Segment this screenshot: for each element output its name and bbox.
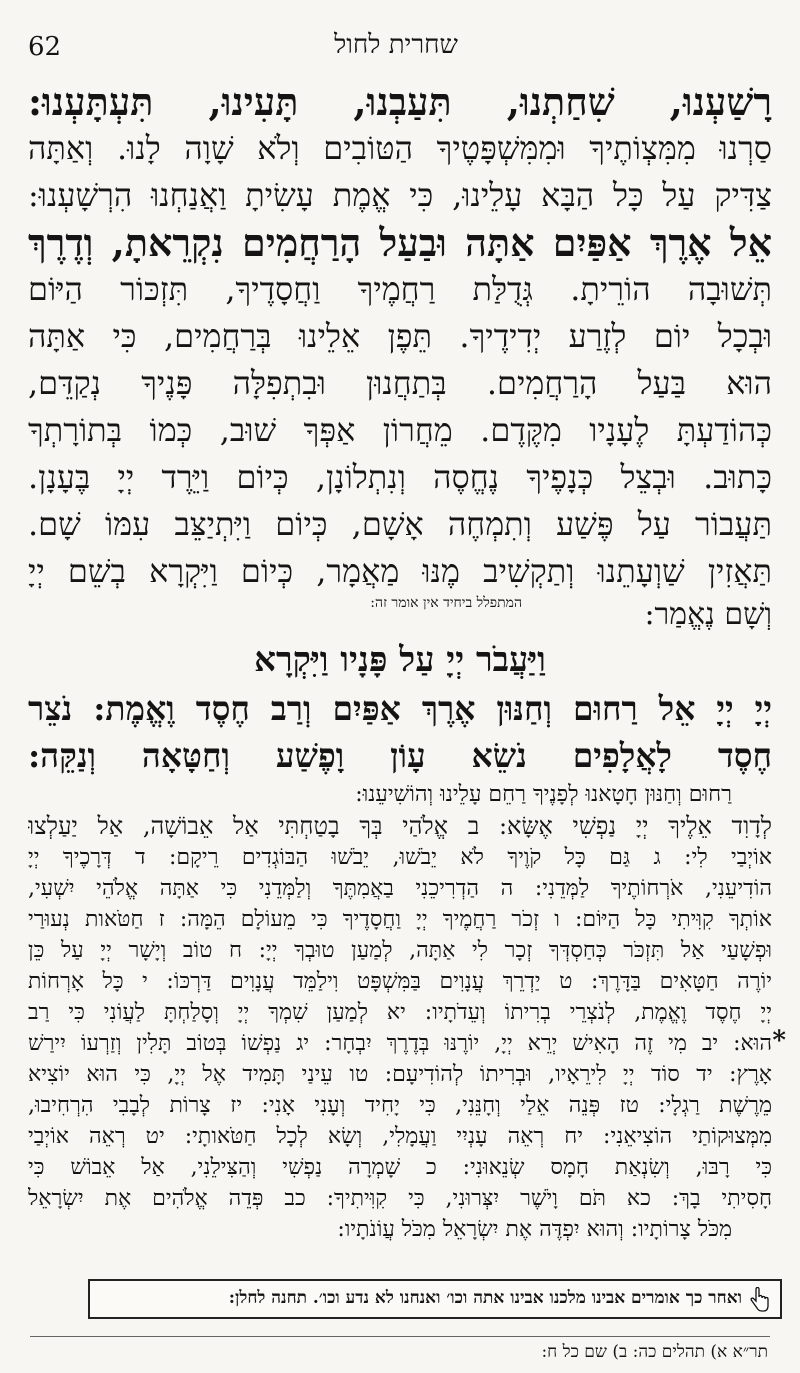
page-number: 62	[28, 32, 62, 62]
text-line: וּבְכָל יוֹם לְזֶרַע יְדִידֶיךָ. תֵּפֶן אֵלֵינוּ בְּרַחֲמִים, כִּי אַתָּה	[28, 317, 772, 355]
text-line: תְּשׁוּבָה הוֹרֵיתָ. גְּדֻלַּת רַחֲמֶיךָ וַחֲסָדֶיךָ, תִּזְכּוֹר הַיּוֹם	[28, 270, 772, 308]
psalm-line: אָרֶץ: יד סוֹד יְיָ לִירֵאָיו, וּבְרִיתוֹ לְהוֹדִיעָם: טו עֵינַי תָּמִיד אֶל יְיָ, כִּי הוּא יוֹצִיא	[28, 1062, 772, 1087]
psalm-line: לְדָוִד אֵלֶיךָ יְיָ נַפְשִׁי אֶשָּׂא: ב אֱלֹהַי בְּךָ בָטַחְתִּי אַל אֵבוֹשָׁה, אַל יַעַלְצוּ	[28, 812, 772, 840]
text-line: אֵל אֶרֶךְ אַפַּיִם אַתָּה וּבַעַל הָרַחֲמִים נִקְרֵאתָ, וְדֶרֶךְ	[28, 220, 772, 265]
text-line: כָּתוּב. וּבְצֵל כְּנָפֶיךָ נֶחֱסֶה וְנִתְלוֹנָן, כְּיוֹם וַיֵּרֶד יְיָ בֶּעָנָן.	[28, 458, 772, 496]
text-line: הוּא בַּעַל הָרַחֲמִים. בְּתַחֲנוּן וּבִתְפִלָּה פָּנֶיךָ נְקַדֵּם,	[28, 364, 772, 402]
prayer-text	[28, 78, 772, 1245]
psalm-line: הוּא: יב מִי זֶה הָאִישׁ יְרֵא יְיָ, יוֹרֶנּוּ בְּדֶרֶךְ יִבְחָר: יג נַפְשׁוֹ בְּטוֹב תָּלִין וְזַרְעוֹ יִירַשׁ	[28, 1031, 772, 1056]
text-line: רָשַׁעְנוּ, שִׁחַתְנוּ, תִּעַבְנוּ, תָּעִינוּ, תִּעְתָּעְנוּ:	[28, 79, 772, 124]
note-text: ואחר כך אומרים אבינו מלכנו אבינו אתה וכו׳ ואנחנו לא נדע וכו׳. תחנה לחלן:	[228, 1288, 742, 1308]
text-line: תַּעֲבוֹר עַל פֶּשַׁע וְתִמְחֶה אָשָׁם, כְּיוֹם וַיִּתְיַצֵּב עִמּוֹ שָׁם.	[28, 505, 772, 543]
attribute-line: יְיָ יְיָ אֵל רַחוּם וְחַנּוּן אֶרֶךְ אַפַּיִם וְרַב חֶסֶד וֶאֱמֶת: נֹצֵר	[28, 689, 772, 728]
margin-marker: *	[772, 1026, 786, 1056]
running-title: שחרית לחול	[334, 30, 458, 60]
psalm-line: כִּי רָבּוּ, וְשִׂנְאַת חָמָס שְׂנֵאוּנִי: כ שָׁמְרָה נַפְשִׁי וְהַצִּילֵנִי, אַל אֵבוֹשׁ כִּי	[28, 1155, 772, 1180]
psalm-line: מִמְּצוּקוֹתַי הוֹצִיאֵנִי: יח רְאֵה עָנְיִי וַעֲמָלִי, וְשָׂא לְכָל חַטֹּאותָי: יט רְאֵה אוֹיְבַי	[28, 1124, 772, 1149]
attribute-line: חֶסֶד לָאֲלָפִים נֹשֵׂא עָוֹן וָפֶשַׁע וְחַטָּאָה וְנַקֵּה:	[28, 736, 772, 775]
psalm-line: וּפְשָׁעַי אַל תִּזְכֹּר כְּחַסְדְּךָ זְכָר לִי אַתָּה, לְמַעַן טוּבְךָ יְיָ: ח טוֹב וְיָשָׁר יְיָ עַל כֵּן	[28, 938, 772, 963]
psalm-line: אוֹיְבַי לִי: ג גַּם כָּל קֹוֶיךָ לֹא יֵבֹשׁוּ, יֵבֹשׁוּ הַבּוֹגְדִים רֵיקָם: ד דְּרָכֶיךָ יְיָ	[28, 845, 772, 870]
psalm-line: הוֹדִיעֵנִי, אֹרְחוֹתֶיךָ לַמְּדֵנִי: ה הַדְרִיכֵנִי בַאֲמִתֶּךָ וְלַמְּדֵנִי כִּי אַתָּה אֱלֹהֵי יִשְׁעִי,	[28, 876, 772, 901]
center-verse: וַיַּעֲבֹר יְיָ עַל פָּנָיו וַיִּקְרָא	[254, 640, 546, 680]
instruction-line: וְשָׁם נֶאֱמַר:	[644, 597, 772, 632]
instruction-row	[28, 595, 772, 635]
pointing-hand-icon	[748, 1287, 770, 1313]
psalm-line: חָסִיתִי בָךְ: כא תֹּם וָיֹשֶׁר יִצְּרוּנִי, כִּי קִוִּיתִיךָ: כב פְּדֵה אֱלֹהִים אֶת יִשְׂרָאֵל	[28, 1186, 772, 1211]
text-line: צַדִּיק עַל כָּל הַבָּא עָלֵינוּ, כִּי אֱמֶת עָשִׂיתָ וַאֲנַחְנוּ הִרְשָׁעְנוּ:	[28, 176, 772, 214]
psalm-line: מִכֹּל צָרוֹתָיו: וְהוּא יִפְדֶּה אֶת יִשְׂרָאֵל מִכֹּל עֲוֹנֹתָיו:	[337, 1217, 732, 1242]
text-line: סַרְנוּ מִמִּצְוֹתֶיךָ וּמִמִּשְׁפָּטֶיךָ הַטּוֹבִים וְלֹא שָׁוָה לָנוּ. וְאַתָּה	[28, 129, 772, 167]
psalm-line: יוֹרֶה חַטָּאִים בַּדָּרֶךְ: ט יַדְרֵךְ עֲנָוִים בַּמִּשְׁפָּט וִילַמֵּד עֲנָוִים דַּרְכּוֹ: י כָּל אָרְחוֹת	[28, 969, 772, 994]
text-line: כְּהוֹדַעְתָּ לֶעָנָיו מִקֶּדֶם. מֵחֲרוֹן אַפְּךָ שׁוּב, כְּמוֹ בְּתוֹרָתְךָ	[28, 411, 772, 449]
psalm-line: מֵרֶשֶׁת רַגְלָי: טז פְּנֵה אֵלַי וְחָנֵּנִי, כִּי יָחִיד וְעָנִי אָנִי: יז צָרוֹת לְבָבִי הִרְחִיבוּ,	[28, 1093, 772, 1118]
footnote: תר״א א) תהלים כה: ב) שם כל ח:	[541, 1342, 768, 1362]
page-header	[28, 30, 764, 70]
text-line: תַּאֲזִין שַׁוְעָתֵנוּ וְתַקְשִׁיב מֶנּוּ מַאֲמָר, כְּיוֹם וַיִּקְרָא בְשֵׁם יְיָ	[28, 552, 772, 590]
instruction-note: המתפלל ביחיד אין אומר זה:	[370, 595, 522, 611]
psalm-line: אוֹתְךָ קִוִּיתִי כָּל הַיּוֹם: ו זְכֹר רַחֲמֶיךָ יְיָ וַחֲסָדֶיךָ כִּי מֵעוֹלָם הֵמָּה: ז חַטֹּאות נְעוּרַי	[28, 907, 772, 932]
rachum-line: רַחוּם וְחַנּוּן חָטָאנוּ לְפָנֶיךָ רַחֵם עָלֵינוּ וְהוֹשִׁיעֵנוּ:	[355, 782, 732, 807]
footnote-divider	[30, 1336, 770, 1337]
psalm-line: יְיָ חֶסֶד וֶאֱמֶת, לְנֹצְרֵי בְרִיתוֹ וְעֵדֹתָיו: יא לְמַעַן שִׁמְךָ יְיָ וְסָלַחְתָּ לַעֲוֹנִי כִּי רַב	[28, 1000, 772, 1025]
instruction-note-box[interactable]	[88, 1279, 782, 1319]
